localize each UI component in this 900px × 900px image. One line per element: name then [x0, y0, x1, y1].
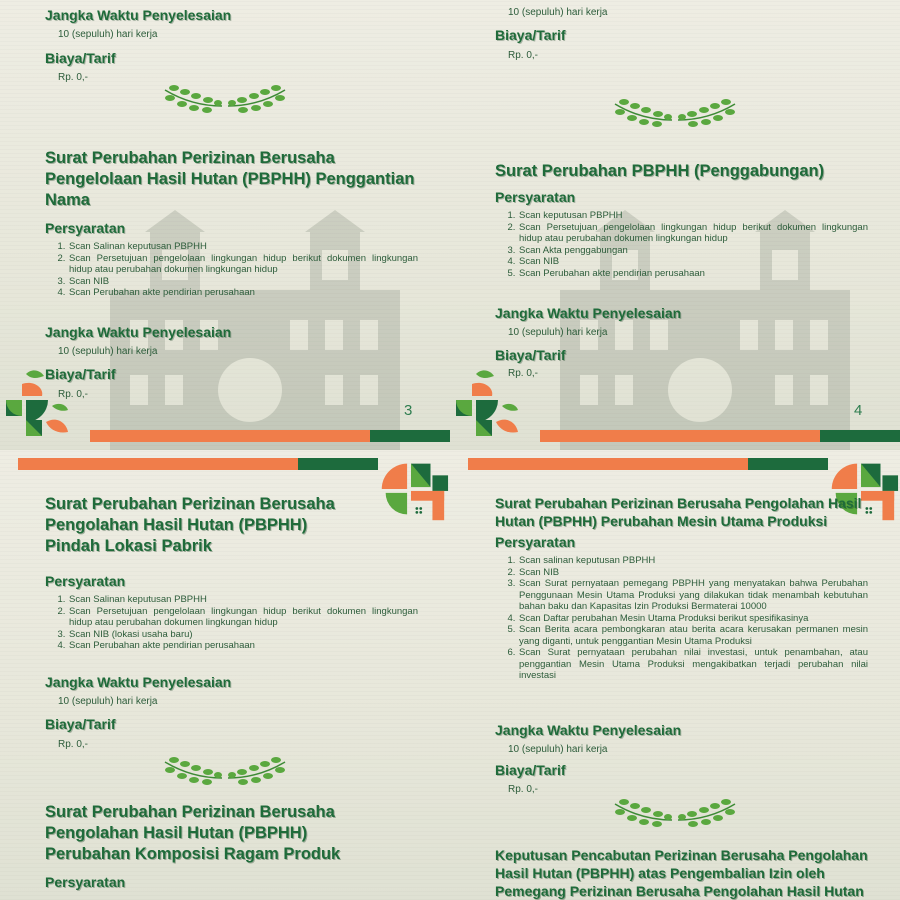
laurel-icon [610, 790, 740, 830]
list-item: 4. Scan Perubahan akte pendirian perusahaan [68, 640, 418, 652]
list-item: 5. Scan Perubahan akte pendirian perusahaan [518, 268, 868, 280]
geometric-logo [4, 366, 84, 446]
list-item: 3. Scan Surat pernyataan pemegang PBPHH yang menyatakan bahwa Perubahan Penggunaan Mesin Utama Produksi yang dilakukan tidak menambah kebutuhan bahan baku dan Kapasitas Izin Produksi Bermaterai 10000 [518, 578, 868, 613]
slide-title: Surat Perubahan Perizinan Berusaha Pengolahan Hasil Hutan (PBPHH) Perubahan Mesin Utama Produksi [495, 495, 862, 529]
list-item: 4. Scan Perubahan akte pendirian perusahaan [68, 287, 418, 299]
slide-4 [450, 0, 900, 450]
requirements-list [506, 210, 868, 279]
biaya-heading: Biaya/Tarif [45, 716, 116, 732]
biaya-value: Rp. 0,- [58, 389, 89, 400]
footer-bar-green [370, 430, 450, 442]
second-slide-title: Keputusan Pencabutan Perizinan Berusaha Pengolahan Hasil Hutan (PBPHH) atas Pengembalian Izin oleh Pemegang Perizinan Berusaha Pengolahan Hasil Hutan [495, 847, 868, 899]
footer-bar-green [820, 430, 900, 442]
requirements-list [56, 241, 418, 299]
jangka-value: 10 (sepuluh) hari kerja [58, 346, 158, 357]
laurel-icon [160, 76, 290, 116]
list-item: 5. Scan Berita acara pembongkaran atau berita acara kerusakan permanen mesin yang diganti, untuk penggantian Mesin Utama Produksi [518, 624, 868, 647]
list-item: 2. Scan Persetujuan pengelolaan lingkungan hidup berikut dokumen lingkungan hidup atau perubahan dokumen lingkungan hidup [68, 606, 418, 629]
slide-title: Surat Perubahan Perizinan Berusaha Pengolahan Hasil Hutan (PBPHH) Pindah Lokasi Pabrik [45, 495, 335, 555]
header-bar-green [748, 458, 828, 470]
biaya-value-top: Rp. 0,- [508, 50, 539, 61]
biaya-heading: Biaya/Tarif [495, 347, 566, 363]
laurel-icon [610, 90, 740, 130]
list-item: 2. Scan Persetujuan pengelolaan lingkungan hidup berikut dokumen lingkungan hidup atau perubahan dokumen lingkungan hidup [518, 222, 868, 245]
page-number: 3 [404, 402, 413, 419]
slide-6 [450, 450, 900, 900]
jangka-heading-top: Jangka Waktu Penyelesaian [45, 7, 232, 23]
list-item: 3. Scan NIB [68, 276, 418, 288]
slide-title: Surat Perubahan PBPHH (Penggabungan) [495, 162, 825, 180]
jangka-value-top: 10 (sepuluh) hari kerja [58, 29, 158, 40]
jangka-heading: Jangka Waktu Penyelesaian [45, 674, 232, 690]
requirements-list [506, 555, 868, 682]
jangka-heading: Jangka Waktu Penyelesaian [45, 324, 232, 340]
list-item: 3. Scan NIB (lokasi usaha baru) [68, 629, 418, 641]
list-item: 4. Scan Daftar perubahan Mesin Utama Produksi berikut spesifikasinya [518, 613, 868, 625]
biaya-heading-top: Biaya/Tarif [45, 50, 116, 66]
list-item: 1. Scan Salinan keputusan PBPHH [68, 594, 418, 606]
list-item: 2. Scan NIB [518, 567, 868, 579]
jangka-heading: Jangka Waktu Penyelesaian [495, 722, 682, 738]
biaya-heading: Biaya/Tarif [495, 762, 566, 778]
biaya-value-top: Rp. 0,- [58, 72, 89, 83]
biaya-heading-top: Biaya/Tarif [495, 27, 566, 43]
list-item: 4. Scan NIB [518, 256, 868, 268]
jangka-value: 10 (sepuluh) hari kerja [508, 327, 608, 338]
persyaratan-heading: Persyaratan [45, 573, 126, 589]
page-number: 4 [854, 402, 863, 419]
list-item: 1. Scan salinan keputusan PBPHH [518, 555, 868, 567]
requirements-list [56, 594, 418, 652]
slide-title: Surat Perubahan Perizinan Berusaha Pengelolaan Hasil Hutan (PBPHH) Penggantian Nama [45, 149, 415, 209]
header-bar-orange [468, 458, 748, 470]
persyaratan-heading: Persyaratan [45, 220, 126, 236]
second-slide-title: Surat Perubahan Perizinan Berusaha Pengolahan Hasil Hutan (PBPHH) Perubahan Komposisi Ragam Produk [45, 803, 341, 863]
list-item: 1. Scan Salinan keputusan PBPHH [68, 241, 418, 253]
biaya-value: Rp. 0,- [58, 739, 89, 750]
header-bar-orange [18, 458, 298, 470]
footer-bar-orange [540, 430, 820, 442]
biaya-value: Rp. 0,- [508, 784, 539, 795]
list-item: 2. Scan Persetujuan pengelolaan lingkungan hidup berikut dokumen lingkungan hidup atau perubahan dokumen lingkungan hidup [68, 253, 418, 276]
list-item: 1. Scan keputusan PBPHH [518, 210, 868, 222]
jangka-value: 10 (sepuluh) hari kerja [58, 696, 158, 707]
list-item: 3. Scan Akta penggabungan [518, 245, 868, 257]
geometric-logo [454, 366, 534, 446]
list-item: 6. Scan Surat pernyataan perubahan nilai investasi, untuk penambahan, atau penggantian Mesin Utama Produksi mengakibatkan terjadi perubahan nilai investasi [518, 647, 868, 682]
second-persyaratan-heading: Persyaratan [45, 874, 126, 890]
jangka-value-top: 10 (sepuluh) hari kerja [508, 7, 608, 18]
footer-bar-orange [90, 430, 370, 442]
laurel-icon [160, 748, 290, 788]
persyaratan-heading: Persyaratan [495, 534, 576, 550]
persyaratan-heading: Persyaratan [495, 189, 576, 205]
biaya-heading: Biaya/Tarif [45, 366, 116, 382]
biaya-value: Rp. 0,- [508, 368, 539, 379]
slide-3 [0, 0, 450, 450]
header-bar-green [298, 458, 378, 470]
slide-5 [0, 450, 450, 900]
jangka-heading: Jangka Waktu Penyelesaian [495, 305, 682, 321]
jangka-value: 10 (sepuluh) hari kerja [508, 744, 608, 755]
